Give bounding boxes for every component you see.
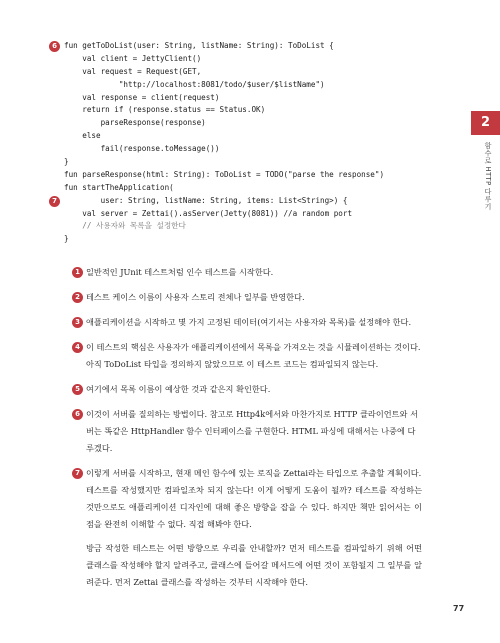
- chapter-title: 함수로 HTTP 다루기: [484, 142, 492, 210]
- code-line: }: [64, 157, 69, 167]
- annotation-text: 애플리케이션을 시작하고 몇 가지 고정된 데이터(여기서는 사용자와 목록)를 설정해야 한다.: [86, 317, 412, 327]
- page-number: 77: [453, 604, 465, 613]
- annotation-item: [75, 289, 422, 306]
- annotation-text: 여기에서 목록 이름이 예상한 것과 같은지 확인한다.: [86, 384, 271, 394]
- annotation-text: 이것이 서버를 질의하는 방법이다. 참고로 Http4k에서와 마찬가지로 HTTP 클라이언트와 서버는 똑같은 HttpHandler 함수 인터페이스를 구현한다. HTML 파싱에 대해서는 나중에 다루겠다.: [86, 409, 418, 453]
- body-paragraph: 테스트를 작성했지만 컴파일조차 되지 않는다! 이게 어떻게 도움이 될까? 테스트를 작성하는 것만으로도 애플리케이션 디자인에 대해 좋은 방향을 잡을 수 있다. 하지만 책만 읽어서는 이 점을 완전히 이해할 수 없다. 직접 해봐야 한다.: [86, 485, 422, 530]
- annotation-marker: 5: [72, 384, 83, 395]
- code-annotations: [75, 264, 422, 490]
- annotation-item: [75, 381, 422, 398]
- code-line: fun parseResponse(html: String): ToDoList = TODO("parse the response"): [64, 169, 385, 179]
- code-listing: [64, 40, 424, 246]
- annotation-item: [75, 406, 422, 457]
- annotation-text: 테스트 케이스 이름이 사용자 스토리 전체나 일부를 반영한다.: [86, 292, 305, 302]
- annotation-text: 이렇게 서버를 시작하고, 현재 메인 함수에 있는 로직을 Zettai라는 타입으로 추출할 계획이다.: [86, 468, 422, 478]
- code-line: fail(response.toMessage()): [64, 144, 220, 154]
- annotation-marker: 3: [72, 317, 83, 328]
- code-line: val response = client(request): [64, 92, 220, 102]
- code-line: "http://localhost:8081/todo/$user/$listName"): [64, 79, 325, 89]
- annotation-text: 일반적인 JUnit 테스트처럼 인수 테스트를 시작한다.: [86, 267, 274, 277]
- code-marker-7: 7: [49, 196, 60, 207]
- annotation-marker: 4: [72, 342, 83, 353]
- annotation-marker: 6: [72, 409, 83, 420]
- annotation-item: [75, 314, 422, 331]
- annotation-marker: 1: [72, 267, 83, 278]
- code-line: return if (response.status == Status.OK): [64, 105, 266, 115]
- code-line: fun startTheApplication(: [64, 182, 174, 192]
- code-line: val server = Zettai().asServer(Jetty(8081)) //a random port: [64, 208, 353, 218]
- body-paragraph: 방금 작성한 테스트는 어떤 방향으로 우리를 안내할까? 먼저 테스트를 컴파일하기 위해 어떤 클래스를 작성해야 할지 알려주고, 클래스에 들어갈 메서드에 어떤 것이 포함될지 그 일부를 알려준다. 먼저 Zettai 클래스를 작성하는 것부터 시작해야 한다.: [86, 543, 422, 588]
- annotation-marker: 2: [72, 292, 83, 303]
- code-line: user: String, listName: String, items: List<String>) {: [64, 195, 348, 205]
- code-line: val client = JettyClient(): [64, 53, 202, 63]
- code-line: fun getToDoList(user: String, listName: String): ToDoList {: [64, 41, 334, 50]
- code-line: parseResponse(response): [64, 118, 206, 128]
- annotation-text: 이 테스트의 핵심은 사용자가 애플리케이션에서 목록을 가져오는 것을 시뮬레이션하는 것이다. 아직 ToDoList 타입을 정의하지 않았으므로 이 테스트 코드는 컴파일되지 않는다.: [86, 342, 421, 369]
- annotation-item: [75, 465, 422, 482]
- code-marker-6: 6: [49, 41, 60, 52]
- annotation-item: [75, 264, 422, 281]
- code-comment-line: // 사용자와 목록을 설정한다: [64, 221, 186, 231]
- code-line: val request = Request(GET,: [64, 66, 202, 76]
- annotation-item: [75, 339, 422, 373]
- annotation-marker: 7: [72, 468, 83, 479]
- code-line: }: [64, 234, 69, 244]
- code-line: else: [64, 131, 101, 141]
- chapter-number-tab: 2: [471, 111, 500, 135]
